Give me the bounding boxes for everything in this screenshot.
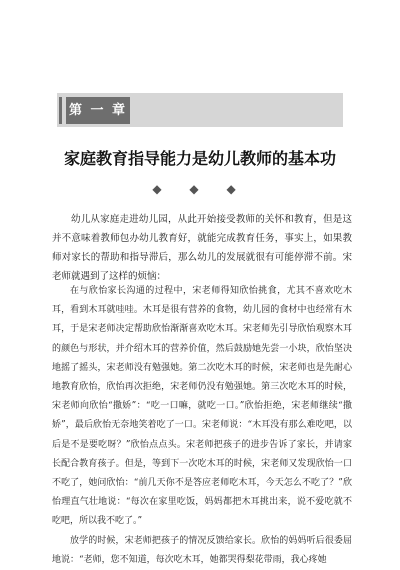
intro-section <box>52 210 352 286</box>
case-paragraph-1: 在与欣怡家长沟通的过程中，宋老师得知欣怡挑食，尤其不喜欢吃木耳，看到木耳就哇哇。木耳是很有营养的食物，幼儿园的食材中也经常有木耳，于是宋老师决定帮助欣怡渐渐喜欢吃木耳。宋老师先引导欣怡观察木耳的颜色与形状，并介绍木耳的营养价值，然后鼓励她先尝一小块，欣怡坚决地摇了摇头，宋老师没有勉强她。第二次吃木耳的时候，宋老师也是先耐心地教育欣怡，欣怡再次拒绝，宋老师仍没有勉强她。第三次吃木耳的时候，宋老师向欣怡“撒娇”：“吃一口嘛，就吃一口。”欣怡拒绝，宋老师继续“撒娇”，最后欣怡无奈地笑着吃了一口。宋老师说：“木耳没有那么难吃吧，以后是不是要吃呀？”欣怡点点头。宋老师把孩子的进步告诉了家长，并请家长配合教育孩子。但是，等到下一次吃木耳的时候，宋老师又发现欣怡一口不吃了，她问欣怡：“前几天你不是答应老师吃木耳，今天怎么不吃了？”欣怡理直气壮地说：“每次在家里吃饭，妈妈都把木耳挑出来，说不爱吃就不吃吧，所以我不吃了。” <box>52 286 352 527</box>
diamond-icon: ◆ <box>226 182 248 196</box>
case-paragraph-2: 放学的时候，宋老师把孩子的情况反馈给家长。欣怡的妈妈听后很委屈地说：“老师，您不知道，每次吃木耳，她都哭得梨花带雨，我心疼她 <box>52 535 352 565</box>
intro-paragraph: 幼儿从家庭走进幼儿园，从此开始接受教师的关怀和教育，但是这并不意味着教师包办幼儿教育好，就能完成教育任务，事实上，如果教师对家长的帮助和指导滞后，那么幼儿的发展就很有可能停滞不前。宋老师就遇到了这样的烦恼： <box>52 214 352 282</box>
diamond-icon: ◆ <box>152 182 174 196</box>
chapter-label: 第 一 章 <box>66 97 130 124</box>
diamond-icon: ◆ <box>189 182 211 196</box>
diamond-ornament <box>0 182 400 196</box>
case-story-section <box>52 282 352 570</box>
chapter-title: 家庭教育指导能力是幼儿教师的基本功 <box>63 149 336 168</box>
